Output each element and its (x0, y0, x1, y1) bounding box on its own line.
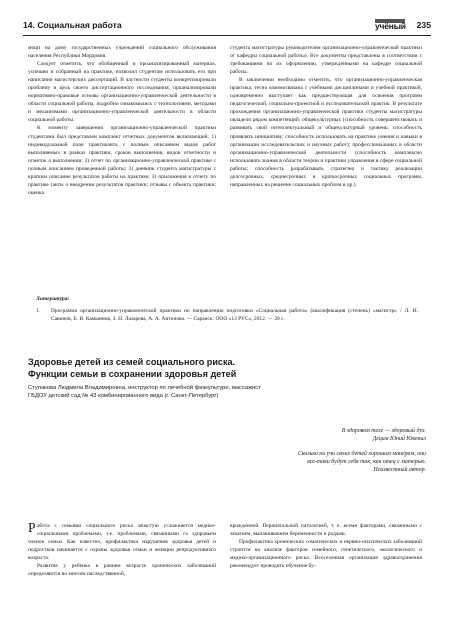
paragraph-text: абота с семьями социального риска зачастую усложняется медико-социальными проблемами, т.е. проблемами, связанными со здоровьем членов семьи. Как известно, профилактика нарушения здоровья детей и подростков начинается с охраны здоровья семьи и женщин репродуктивного возраста. (28, 523, 216, 562)
paragraph: Следует отметить, что обобщенный и проанализированный материал, успешно и собранный на практике, позволил студентам использовать его при написании магистерских диссертаций. В частности студенты конкретизировали проблему и цель своего диссертационного исследования, проанализировали нормативно-правовые основы организационно-управленческой деятельности в области социальной работы, подробно ознакомились с технологиями, методами и механизмами организационно-управленческой деятельности в области социальной работы. (28, 61, 216, 124)
epigraph-author: Неизвестный автор. (373, 467, 426, 474)
epigraph (286, 450, 426, 475)
paragraph: врожденной. Перинатальной патологией, т. е. всеми факторами, связанными с зачатием, вынашиванием беременности и родами. (230, 523, 422, 538)
author-affiliation: ГБДОУ детский сад № 43 комбинированного вида (г. Санкт-Петербург) (28, 393, 219, 400)
epigraph-author: Децим Юний Ювенал (372, 436, 426, 443)
logo-text: учёный (375, 21, 406, 31)
paragraph: К моменту завершения организационно-управленческой практики студентами был представлен комплект отчетных документов включающий: 1) индивидуальный план практиканта с полным описанием видов работ выполняемых в рамках практики, сроков выполнения, видов отчетности и отметок о выполнении; 2) отчет по организационно-управленческой практике с полным описанием проведенной работы; 3) дневник студента магистратуры с кратким описание результатов работы на практике; 3) приложения к отчету по практике (акты о внедрении результатов практики; отзывы с объекта практики; оценка (28, 125, 216, 196)
author-name: Ступакова Людмила Владимировна, инструктор по лечебной физкультуре, массажист (28, 385, 261, 391)
drop-cap: Р (28, 520, 36, 535)
article-title-line: Функции семьи в сохранении здоровья детей (28, 368, 237, 379)
text-column-right (230, 44, 422, 189)
reference-number: 1. (36, 308, 41, 314)
reference-text: Программа организационно-управленческой практики по направлению подготовки «Социальная работа» (квалификация (степень) «магистр» / Л. И. Савинов, Е. В. Камынина, З. Н. Лазарева, А. А. Антонова. — Саранск: ООО «13 РУС», 2012. — 20 с. (51, 308, 418, 322)
paragraph: моци на дому государственных учреждений социального обслуживания населения Республики Мордовия. (28, 45, 216, 60)
author-info (28, 384, 428, 401)
paragraph: Развитие у ребенка в раннем возрасте хронических заболеваний определяются во многом наследственной, (28, 563, 216, 578)
article-column-right (230, 522, 422, 570)
section-title: 14. Социальная работа (23, 20, 122, 30)
article-title-line: Здоровье детей из семей социального риска. (28, 357, 236, 367)
article-title (28, 357, 428, 380)
paragraph: Профилактика хронических соматических и нервно-психических заболеваний строится на анализе факторов семейного, генетического, экологического и медико-организационного риска. Всесезонная организация здравоохранения рекомендует проводить обучение бу- (230, 539, 422, 570)
text-column-left (28, 44, 216, 197)
journal-logo (375, 19, 405, 31)
epigraph-quote: В здоровом теле — здоровый дух. (341, 428, 426, 434)
epigraph-quote: Сколько ни учи своих детей хорошим манерам, они (297, 451, 426, 457)
literature-heading: Литература: (36, 296, 70, 302)
paragraph (28, 522, 216, 562)
epigraph-quote: все-таки будут себя так, как отец с матерью. (307, 459, 426, 466)
epigraph (342, 427, 426, 443)
paragraph: В заключении необходимо отметить, что организационно-управленческая практика, тесно взаимосвязана с учебными дисциплинами и учебной практикой, одновременно выступает как предшествующая для освоения программ педагогической, социально-проектной и исследовательской практик. В результате прохождения организационно-управленческой практики студенты магистратуры овладели рядом компетенций: общекультурных (способность совершенствовать и развивать свой интеллектуальный и общекультурный уровень; способность проявлять инициативу; способность использовать на практике умения и навыки в организации исследовательских и научных работ); профессиональных в области организационно-управленческой деятельности (способность комплексно использовать знания в области теории и практики управления в сфере социальной работы; способность разрабатывать стратегию и тактику реализации долгосрочных, среднесрочных и краткосрочных социальных программ, направленных на решение социальных проблем и др.). (230, 77, 422, 188)
page-header (23, 19, 431, 36)
article-column-left (28, 522, 216, 578)
reference-item (36, 307, 418, 323)
paragraph: студента магистратуры руководителем организационно-управленческой практики от кафедры социальной работы). Все документы представлены в соответствии с требованиями по их оформлению, утвержденными на кафедре социальной работы. (230, 45, 422, 76)
page-number: 235 (416, 20, 431, 30)
